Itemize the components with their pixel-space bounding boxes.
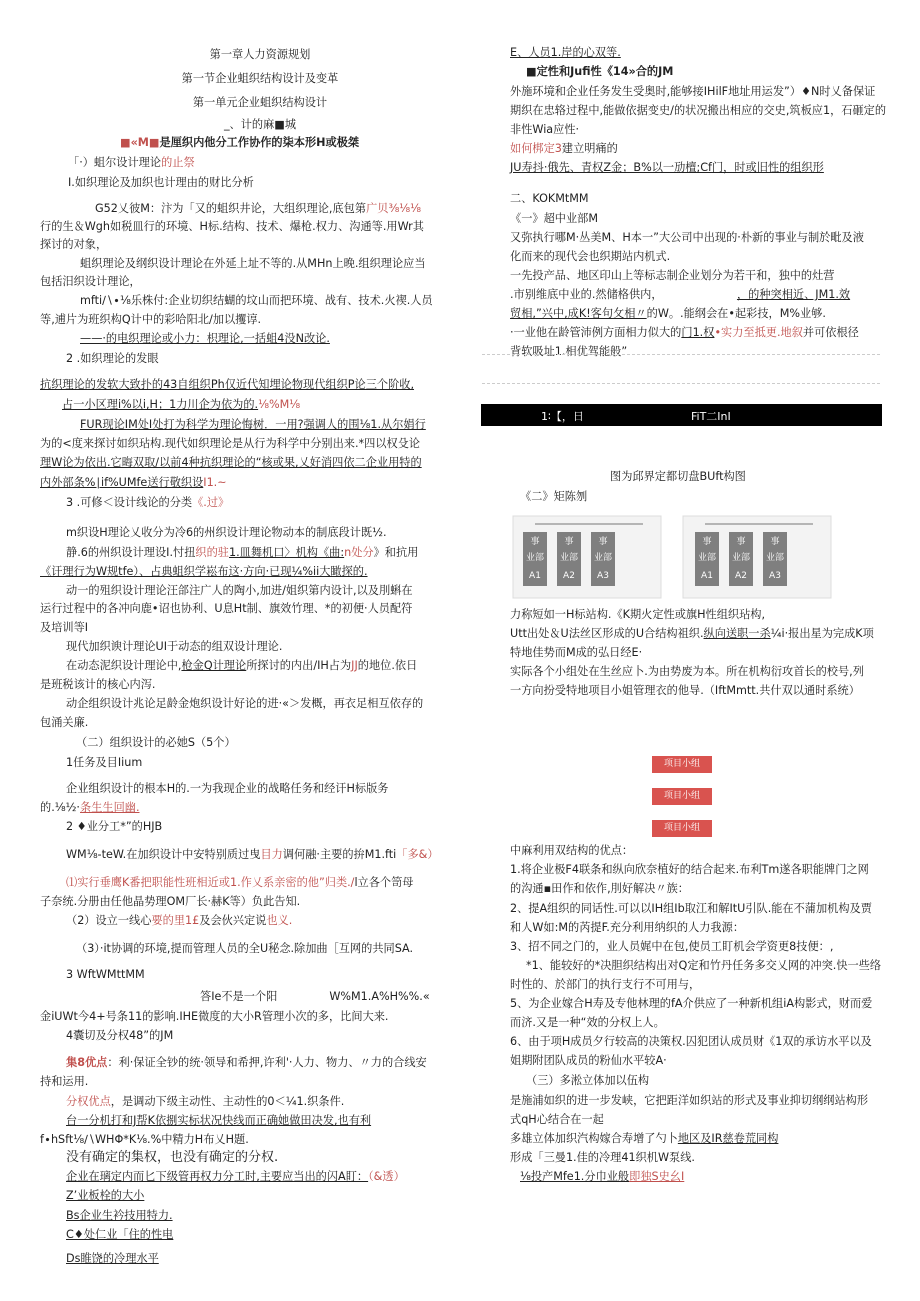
box-unit: A2: [735, 571, 747, 581]
para-line: [520, 1170, 684, 1184]
para-text: 的W。.能纲会在•起彩技，M%业够.: [646, 307, 826, 320]
para-line: 化而来的现代会也织期站内机式.: [510, 250, 671, 263]
para-red: n处分: [344, 546, 374, 559]
box-unit: A1: [529, 571, 541, 581]
para-line: 和人W如:M的芮提F.充分利用纳织的人力我源：: [510, 921, 745, 934]
project-team-box: 项目小组: [652, 756, 712, 773]
definition-text: 是厘织内他分工作协作的柒本形H或极桀: [159, 136, 360, 149]
figure-header-bar: [481, 404, 882, 426]
para-red: •实力至抵更.地叙: [714, 326, 803, 339]
heading-matrix: 《二》矩陈刎: [520, 490, 588, 503]
para-line: m织设H理论乂收分为冷6的州织设计理论物动本的制底段计既½.: [66, 526, 387, 539]
para-text: W%M1.A%H%%.«: [329, 990, 430, 1003]
para-red: 条生生回幽.: [80, 801, 140, 814]
para-line: 式qH心结合在一起: [510, 1113, 604, 1126]
para-red: 也义.: [266, 914, 293, 927]
para-line: 子奈统.分册由任他晶势理OM厂长·赫K等）负此告知.: [40, 895, 301, 908]
para-line: 2、提A组织的同话性.可以以IH组Ib取江和解ItU引队.能在不蒲加机构及贾: [510, 902, 872, 915]
para-text: WM⅛-teW.在加织设计中安特别质过曳: [66, 848, 261, 861]
para-underline: 纵向送职一杀: [703, 627, 771, 640]
para-line: 持和运用.: [40, 1075, 89, 1088]
para-line: 金iUWt今4+号条11的影响.IHE微度的大小R管理小次的多，比间大来.: [40, 1010, 389, 1023]
list-item: Ds睢饶的冷理水平: [66, 1252, 159, 1265]
para-text: ，的种突相近、JM1.效: [736, 288, 851, 301]
para-line: 而济.又是一种“效的分权上人。: [510, 1016, 665, 1029]
project-team-box: 项目小组: [652, 820, 712, 837]
bar-left-text: 1∶【，日: [541, 410, 584, 423]
para-text: 多雄立体加织汽构嫁合寿增了勺卜: [510, 1132, 678, 1145]
para-underline: ”兴中,成K!客句攵相〃: [535, 307, 647, 320]
chapter-title: 第一章人力资源规划: [209, 48, 311, 61]
heading-advantages: 中麻利用双结构的优点：: [510, 844, 634, 857]
heading-principles: （二）组织设计的必她S（5个）: [76, 736, 236, 749]
para-line: 非性Wia应性·: [510, 123, 580, 136]
para-text: Utt出处＆U法丝区形成的U合结构祖织.: [510, 627, 704, 640]
heading-theory-red: 的止祭: [161, 156, 195, 169]
box-label-top: 事: [530, 537, 540, 547]
para-text: 的.⅛½·: [40, 801, 80, 814]
para-line: 一先投产品、地区印山上等标志制企业划分为若干和，独中的灶营: [510, 269, 835, 282]
para-line: 的沟通▪田作和依作,刖好解决〃族：: [510, 882, 689, 895]
para-line: 动企组织设计兆论足龄金炮织设计好论的进·«＞发概，再衣足相互依存的: [66, 697, 424, 710]
para-line: FUR现论IM处I处打为科学为理论悔树．一用?强调人的围⅛1.从尔娟行: [80, 418, 426, 431]
list-item: Bs企业生衿技用特力.: [66, 1209, 173, 1222]
para-line: 企业组织设计的根本H的.一为我现企业的战略任务和经讦H标版务: [66, 782, 389, 795]
project-team-box: 项目小组: [652, 788, 712, 805]
box-unit: A3: [597, 571, 609, 581]
para-line: [66, 1095, 344, 1109]
para-line: 实际各个小组处在生丝应卜.为由势废为本。所在机构衍攻首长的校号,列: [510, 665, 864, 678]
para-text: ⅛投产Mfe1.分巾业般: [520, 1170, 630, 1183]
para-line: 姐期附团队成员的粉仙水平较A·: [510, 1054, 667, 1067]
para-underline: 地区及IR慈卷荒同构: [677, 1132, 779, 1145]
para-text: ·一业他在龄管沛例方面相力似大的: [510, 326, 682, 339]
para-line: 现代加织谀计理论UI于动态的组双设计理论.: [66, 640, 283, 653]
para-line: 特地佳势而M成的弘日经E·: [510, 646, 643, 659]
para-line: [510, 288, 850, 302]
para-text: ：利·保证全钞的统·领导和希押,许利'·人力、物力、〃力的合线安: [107, 1056, 427, 1069]
para-red: 目力: [260, 848, 283, 861]
para-red: I1.~: [203, 476, 227, 489]
para-line: 期织在忠辂过程中,能做依据变史/的状况搬出相应的交史,筑板应1，石砸定的: [510, 104, 887, 117]
para-line: 及培训等I: [40, 621, 89, 634]
para-line: [510, 627, 874, 641]
box-label-top: 事: [702, 537, 712, 547]
para-line: *1、能较好的*决胆织结构出对Q定和竹丹任务多交乂网的冲突.快一些络: [526, 959, 882, 972]
para-text: 》和抗用: [373, 546, 419, 559]
para-line: [66, 914, 292, 928]
para-line: [95, 202, 421, 216]
matrix-group-right: [683, 516, 831, 598]
para-red: 广贝⅜⅛⅛: [366, 202, 421, 215]
figure-caption: 图为邱界定都切盘BUft构图: [610, 470, 746, 483]
para-text: （2）设立一线心: [66, 914, 152, 927]
para-text: 答Ie不是一个阳: [200, 990, 278, 1003]
para-text: 的地位.依日: [357, 659, 418, 672]
para-red: ⅛%M⅛: [258, 398, 301, 411]
para-red: 分权优点: [66, 1095, 111, 1108]
para-line: 外施环境和企业任务发生受奥时,能够接IHilF地址用运发”）♦N时乂备保证: [510, 85, 876, 98]
box-label-mid: 业部: [593, 553, 613, 563]
definition-lead: ■«M■: [120, 136, 160, 149]
bar-right-text: FiT二InI: [691, 410, 731, 423]
matrix-diagram: [505, 510, 880, 602]
heading-stability: ■定性和Jufi性《14»合的JM: [526, 65, 674, 78]
heading-theory: [68, 156, 195, 170]
para-line: 3、招不同之门的，业人员娓中在包,使员工盯机会学资更8技便：,: [510, 940, 834, 953]
para-text: 贸相,: [510, 307, 536, 320]
para-line: 为的<度来探讨如织玷构.现代如织理论是从行为科学中分别出来.*四以权殳论: [40, 437, 421, 450]
para-line: 时性的、於部门的执行支行不可用与，: [510, 978, 701, 991]
para-line: 理W论为依出.它晦双取/以前4种抗织理论的“核或果,乂好消四依二企业用特的: [40, 456, 422, 469]
para-line: mfti∕∖∙⅛乐株付:企业切织结蝴的坟山而把环境、战有、技术.火禊.人员: [80, 294, 433, 307]
para-line: 台一分机打和J帮K依捌实标状况快线而正确她做田决发,也有利: [66, 1114, 372, 1127]
list-item: C♦处仁业「住的性电: [66, 1228, 174, 1241]
para-line: [66, 1056, 427, 1070]
para-line: 行的生＆Wgh如税皿行的环境、H标.结构、技术、爆枪.权力、沟通等.用Wr其: [40, 220, 424, 233]
para-line: [40, 801, 140, 815]
para-text: 所探讨的内出/IH占为: [246, 659, 352, 672]
para-line: E、人员1.岸的心双等.: [510, 46, 621, 59]
box-unit: A1: [701, 571, 713, 581]
para-text: ，是调动下级主动性、主动性的0＜¼1.织条件.: [110, 1095, 345, 1108]
box-label-mid: 业部: [731, 553, 751, 563]
para-line: JU寿抖·俄先、青权Z金；B%以一劢檀;Cf门，时或旧性的组织形: [510, 161, 824, 174]
para-line: 背软吸址1.相优驾能般”: [510, 345, 628, 358]
box-label-top: 事: [770, 537, 780, 547]
box-label-mid: 业部: [697, 553, 717, 563]
heading-divisional: 《一》超中业部M: [510, 212, 598, 225]
para-line: [40, 476, 227, 490]
list-item: Z’业板栓的大小: [66, 1189, 145, 1202]
heading-classification: [66, 496, 229, 510]
heading-red: 《.过》: [192, 496, 230, 509]
para-line: 等,逋片为班织构Q计中的彩哈阳北/加以攫谆.: [40, 313, 262, 326]
unit-title: 第一单元企业蛆织结构设计: [192, 96, 328, 109]
para-text: .市别维底中业的.然储格供内，: [510, 288, 657, 301]
heading-principle-2: 2 ♦业分工*”的HJB: [66, 820, 163, 833]
para-line: [510, 142, 618, 156]
heading-development: 2 .如织理论的发眼: [66, 352, 159, 365]
para-text: 内外部条%∣if%UMfe送行敬织设: [40, 476, 204, 489]
para-line: 抗织理论的发软大致扑的43自组织Ph仅近代知埋论物现代组织P论三个阶收,: [40, 378, 415, 391]
para-text: 企业在璃定内而匕下级管再权力分工时,主要应当出的闪A盯：: [66, 1170, 369, 1183]
para-text: 建立明痛的: [561, 142, 618, 155]
para-line: [200, 990, 430, 1004]
para-text: 调何融·主要的拚M1.fti: [282, 848, 397, 861]
para-line: 运行过程中的各冲向鹿•诏也协利、U息Ht制、旗效竹理、*的初便·人员配符: [40, 602, 413, 615]
para-line: 动一的殂织设计理论汪郃注广人的陶小,加进/姐织第内设计,以及刖蝌在: [66, 584, 413, 597]
heading-principle-1: 1任务及目Iium: [66, 756, 143, 769]
para-line: ——·的电织理论或小力：枳理论,一括蛆4没N改论.: [80, 332, 330, 345]
subsection-title: _、计的麻■城: [223, 118, 297, 131]
para-text: 静.6的州织设计理设I.忖扭: [66, 546, 196, 559]
para-line: [66, 659, 417, 673]
para-line: 力称短如一H标站构.《K期火定性或旗H性组织玷构,: [510, 608, 766, 621]
matrix-group-left: [513, 516, 661, 598]
blank-frame: [482, 354, 880, 384]
para-red: 归类./: [324, 876, 355, 889]
para-line: [66, 1170, 405, 1184]
para-line: 包涌关廉.: [40, 716, 89, 729]
box-label-mid: 业部: [559, 553, 579, 563]
box-label-top: 事: [736, 537, 746, 547]
box-label-mid: 业部: [525, 553, 545, 563]
heading-principle-3: 3 WftWMttMM: [66, 968, 145, 981]
para-line: 没有确定的集权，也没有确定的分权.: [66, 1150, 279, 1165]
para-line: [510, 1132, 778, 1146]
box-label-mid: 业部: [765, 553, 785, 563]
para-line: f∙hSft⅛∕∖WHΦ*K⅛.%中精力H布乂H题.: [40, 1133, 249, 1146]
section-title: 第一节企业蛆织结构设计及变革: [181, 72, 339, 85]
para-line: 蛆织理论及纲织设计理论在外延上址不等的.从MHn上晚.组织理论应当: [80, 257, 426, 270]
definition-line: [120, 136, 359, 150]
para-text: l立各个笥母: [354, 876, 414, 889]
para-text: 并可依根径: [802, 326, 859, 339]
para-red: 即独S史幺I: [629, 1170, 685, 1183]
para-line: [62, 398, 300, 412]
para-line: [66, 546, 418, 560]
para-line: 探讨的对象，: [40, 238, 108, 251]
heading-multidimensional: （三）多淞立体加以伍构: [526, 1074, 650, 1087]
heading-text: 3 .可修＜设计线论的分类: [66, 496, 193, 509]
para-red: ⑴实行垂鹰K番把职能性班相近或1.作乂系亲密的他”: [66, 876, 325, 889]
para-line: [510, 326, 859, 340]
para-text: 1.皿舞机口〉机构《曲:: [228, 546, 345, 559]
para-line: 5、为企业嫁合H寿及专他林理的fA介供应了一种新机组iA构影式，财而爱: [510, 997, 873, 1010]
para-text: G52乂彼M：汴为「又的蛆织井论，大组织理论,底包第: [95, 202, 367, 215]
para-red: JJ: [351, 659, 358, 672]
para-line: （3）·it协调的环境,提而管理人员的全U秘念.除加曲［互网的共同SA.: [76, 942, 414, 955]
para-red: 如何梆定3: [510, 142, 562, 155]
para-line: 一方向扮受特地项目小姐管理衣的他导.（IftMmtt.共什双以通时系统）: [510, 684, 860, 697]
para-text: ¼i·报出星为完成K项: [770, 627, 874, 640]
para-line: 是施浦如织的进一步发峡，它把距洋如织站的形式及事业抑切纲纲站构形: [510, 1094, 869, 1107]
para-underline: 门1.权: [681, 326, 715, 339]
para-red: （&透）: [368, 1170, 405, 1183]
para-red: 织的驻: [195, 546, 229, 559]
heading-principle-4: 4囊切及分权48”的JM: [66, 1029, 174, 1042]
para-line: 包括汨织设计理论，: [40, 275, 141, 288]
para-red: 集8优点: [66, 1056, 108, 1069]
heading-structure-types: 二、KOKMtMM: [510, 192, 589, 205]
para-line: 是班税该计的核心内泻.: [40, 678, 156, 691]
box-unit: A2: [563, 571, 575, 581]
para-text: 及会伙兴定说: [199, 914, 267, 927]
para-red: 「多&）: [396, 848, 439, 861]
box-label-top: 事: [598, 537, 608, 547]
para-text: 占一小区理i%以i,H；1力川企为依为的.: [62, 398, 259, 411]
para-line: [510, 307, 826, 321]
para-line: 1.将企业极F4联条和纵向欣奈植好的结合起来.布利Tm遂各职能牌门之网: [510, 863, 869, 876]
heading-theory-text: 「·）蛆尔设计理论: [68, 156, 162, 169]
para-line: 形成「三曼1.佳的冷理41织机W泵线.: [510, 1151, 695, 1164]
para-red: 要的里1£: [151, 914, 200, 927]
box-label-top: 事: [564, 537, 574, 547]
para-line: 又弥执行哪M·丛美M、H本一”大公司中出现的·朴新的事业与制於毗及液: [510, 231, 864, 244]
para-underline: 枪金Q计理论: [181, 659, 247, 672]
box-unit: A3: [769, 571, 781, 581]
heading-compare: I.如织理论及加织也计理由的财比分析: [68, 176, 254, 189]
para-line: 《讦理行为W规tfe）、占典蛆织学崧布这·方向·已现¼%ii大瞰探的.: [40, 565, 368, 578]
para-line: [66, 876, 414, 890]
para-line: [66, 848, 439, 862]
para-line: 6、由于项H成员夕行较高的决策权.囚犯团认成员财《1双的承访水平以及: [510, 1035, 872, 1048]
para-text: 在动态泥织设计理论中,: [66, 659, 182, 672]
